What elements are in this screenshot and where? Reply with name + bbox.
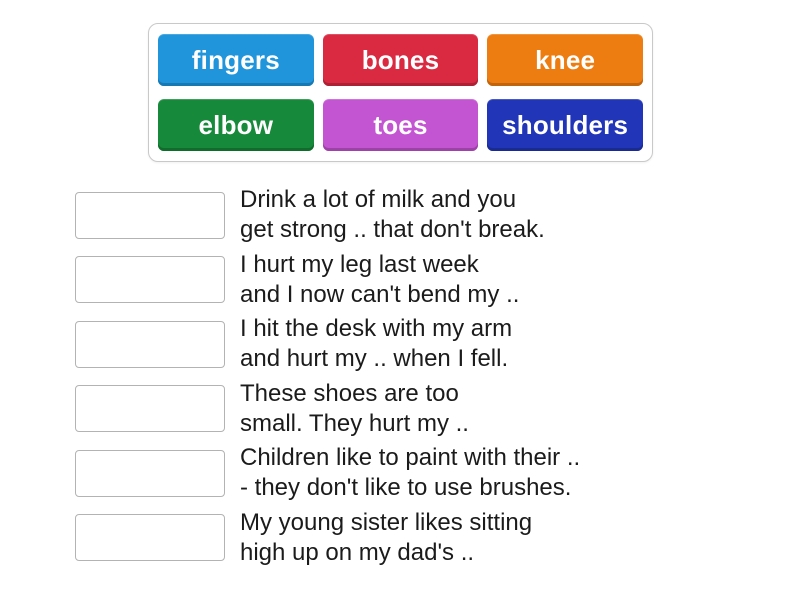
clue-line-2: get strong .. that don't break. — [240, 216, 545, 244]
answer-slot-5[interactable] — [75, 450, 225, 497]
clue-text — [240, 314, 512, 374]
word-tile-elbow[interactable]: elbow — [158, 99, 314, 151]
clue-text — [240, 250, 519, 310]
word-tile-shoulders[interactable]: shoulders — [487, 99, 643, 151]
word-tile-bones[interactable]: bones — [323, 34, 479, 86]
clue-line-1: My young sister likes sitting — [240, 508, 533, 536]
clue-text — [240, 443, 580, 503]
clue-line-1: I hurt my leg last week — [240, 250, 479, 278]
word-tile-knee[interactable]: knee — [487, 34, 643, 86]
clue-line-1: Children like to paint with their .. — [240, 444, 581, 472]
word-tile-fingers[interactable]: fingers — [158, 34, 314, 86]
match-item — [75, 248, 755, 313]
clue-line-1: I hit the desk with my arm — [240, 315, 513, 343]
clue-line-2: and hurt my .. when I fell. — [240, 345, 509, 373]
match-item — [75, 506, 755, 571]
answer-slot-6[interactable] — [75, 514, 225, 561]
word-tile-toes[interactable]: toes — [323, 99, 479, 151]
clue-text — [240, 508, 532, 568]
clue-text — [240, 379, 469, 439]
clue-text — [240, 185, 545, 245]
match-item — [75, 441, 755, 506]
answer-slot-4[interactable] — [75, 385, 225, 432]
match-item — [75, 183, 755, 248]
answer-slot-1[interactable] — [75, 192, 225, 239]
match-item — [75, 312, 755, 377]
answer-slot-2[interactable] — [75, 256, 225, 303]
match-list — [75, 183, 755, 570]
clue-line-2: and I now can't bend my .. — [240, 280, 520, 308]
word-bank — [148, 23, 653, 162]
clue-line-2: - they don't like to use brushes. — [240, 474, 572, 502]
match-item — [75, 377, 755, 442]
clue-line-2: small. They hurt my .. — [240, 409, 469, 437]
clue-line-1: These shoes are too — [240, 379, 459, 407]
clue-line-1: Drink a lot of milk and you — [240, 186, 517, 214]
clue-line-2: high up on my dad's .. — [240, 538, 475, 566]
answer-slot-3[interactable] — [75, 321, 225, 368]
